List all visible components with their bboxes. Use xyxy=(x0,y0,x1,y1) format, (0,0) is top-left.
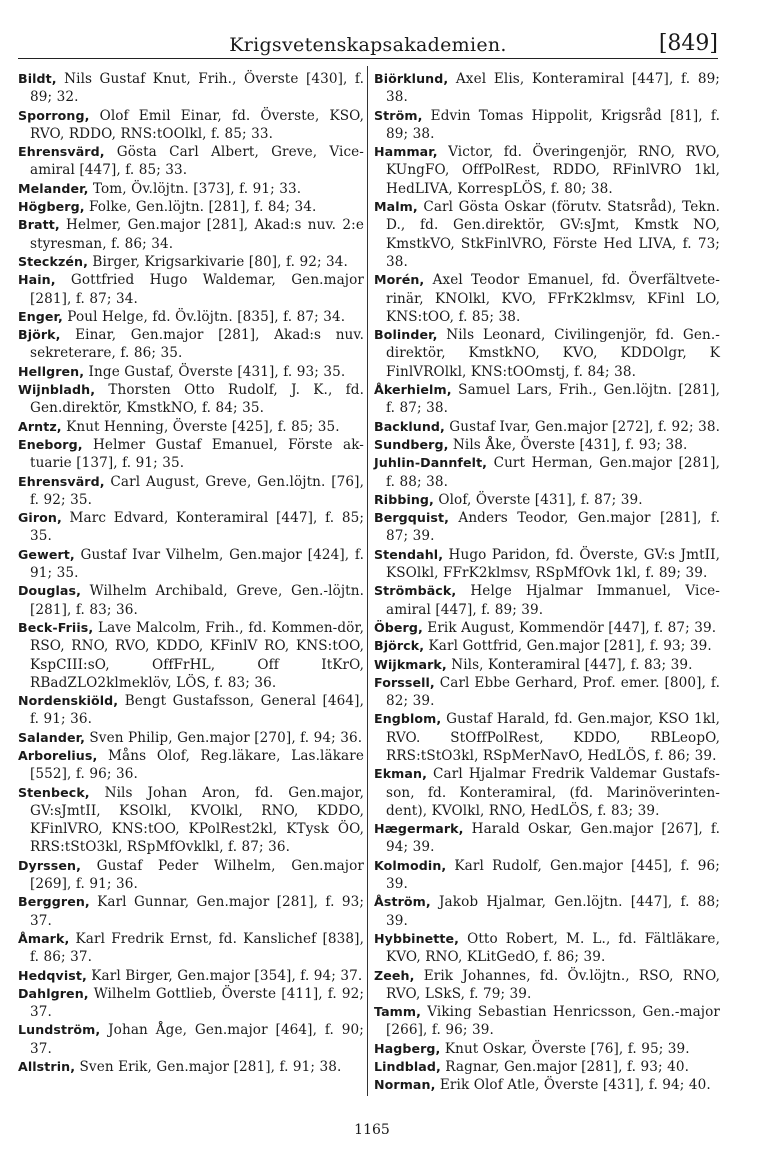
entry xyxy=(374,454,720,491)
entry xyxy=(18,1058,364,1076)
entry-name: Arntz, xyxy=(18,418,62,434)
entry-text: Erik August, Kommendör [447], f. 87; 39. xyxy=(422,619,717,636)
entry-text: Helge Hjalmar Immanuel, Vice-amiral [447], f. 89; 39. xyxy=(386,583,720,618)
entry xyxy=(18,509,364,546)
entry xyxy=(374,1040,720,1058)
entry xyxy=(18,436,364,473)
entry-name: Hedqvist, xyxy=(18,967,87,983)
entry-text: Poul Helge, fd. Öv.löjtn. [835], f. 87; 34. xyxy=(62,308,346,325)
entry xyxy=(374,198,720,271)
entry xyxy=(374,107,720,144)
entry xyxy=(18,271,364,308)
entry xyxy=(374,418,720,436)
entry-name: Sporrong, xyxy=(18,107,90,123)
entry-text: Karl Gottfrid, Gen.major [281], f. 93; 39. xyxy=(424,638,712,655)
entry-text: Wilhelm Archibald, Greve, Gen.-löjtn. [281], f. 83; 36. xyxy=(30,583,364,618)
entry xyxy=(18,216,364,253)
entry-name: Wijkmark, xyxy=(374,656,447,672)
entry-name: Hagberg, xyxy=(374,1040,441,1056)
entry-name: Gewert, xyxy=(18,546,75,562)
entry-text: Wilhelm Gottlieb, Överste [411], f. 92; 37. xyxy=(30,985,364,1021)
entry-text: Carl August, Greve, Gen.löjtn. [76], f. 92; 35. xyxy=(30,473,364,508)
entry-text: Knut Oskar, Överste [76], f. 95; 39. xyxy=(440,1040,690,1057)
entry xyxy=(18,198,364,216)
entry-text: Otto Robert, M. L., fd. Fältläkare, KVO, RNO, KLitGedO, f. 86; 39. xyxy=(386,930,720,966)
entry-name: Nordenskiöld, xyxy=(18,693,119,709)
entry xyxy=(374,143,720,198)
entry-text: Gustaf Ivar, Gen.major [272], f. 92; 38. xyxy=(444,418,721,435)
footer-page-number: 1165 xyxy=(354,1122,390,1138)
entry xyxy=(374,619,720,637)
entry-name: Öberg, xyxy=(374,619,423,635)
entry-name: Hægermark, xyxy=(374,821,464,837)
entry-text: Jakob Hjalmar, Gen.löjtn. [447], f. 88; 39. xyxy=(386,894,720,929)
entry-name: Kolmodin, xyxy=(374,857,447,873)
entry-name: Salander, xyxy=(18,729,85,745)
entry-name: Giron, xyxy=(18,510,62,526)
entry-name: Sundberg, xyxy=(374,436,449,452)
entry-text: Axel Elis, Konteramiral [447], f. 89; 38. xyxy=(386,71,720,106)
entry xyxy=(374,656,720,674)
right-column xyxy=(374,70,720,1095)
entry-text: Karl Birger, Gen.major [354], f. 94; 37. xyxy=(86,967,363,984)
entry-text: Inge Gustaf, Överste [431], f. 93; 35. xyxy=(84,363,346,380)
entry-name: Engblom, xyxy=(374,711,442,727)
entry-name: Hammar, xyxy=(374,144,438,160)
entry-text: Nils Åke, Överste [431], f. 93; 38. xyxy=(448,436,688,453)
entry xyxy=(374,70,720,107)
entry-text: Gottfried Hugo Waldemar, Gen.major [281], f. 87; 34. xyxy=(30,272,364,307)
entry-name: Hain, xyxy=(18,272,56,288)
entry xyxy=(374,893,720,930)
entry xyxy=(374,857,720,894)
entry-name: Enger, xyxy=(18,308,63,324)
entry-text: Harald Oskar, Gen.major [267], f. 94; 39. xyxy=(386,821,720,856)
entry xyxy=(374,637,720,655)
entry-name: Juhlin-Dannfelt, xyxy=(374,455,488,471)
entry xyxy=(374,1076,720,1094)
entry-text: Sven Erik, Gen.major [281], f. 91; 38. xyxy=(75,1059,342,1076)
entry-text: Knut Henning, Överste [425], f. 85; 35. xyxy=(61,418,340,435)
entry-text: Erik Johannes, fd. Öv.löjtn., RSO, RNO, RVO, LSkS, f. 79; 39. xyxy=(386,967,720,1002)
entry-text: Ragnar, Gen.major [281], f. 93; 40. xyxy=(440,1059,690,1076)
entry-name: Allstrin, xyxy=(18,1059,76,1075)
entry-name: Steckzén, xyxy=(18,253,88,269)
entry xyxy=(18,546,364,583)
entry-name: Ström, xyxy=(374,107,423,123)
entry-name: Arborelius, xyxy=(18,747,98,763)
entry xyxy=(18,326,364,363)
entry-name: Forssell, xyxy=(374,674,435,690)
entry-name: Högberg, xyxy=(18,199,85,215)
entry xyxy=(374,326,720,381)
entry xyxy=(18,893,364,930)
page-title: Krigsvetenskapsakademien. xyxy=(229,34,507,56)
entry xyxy=(374,509,720,546)
entry-text: Bengt Gustafsson, General [464], f. 91; 36. xyxy=(30,693,364,728)
entry-name: Eneborg, xyxy=(18,436,83,452)
entry-name: Ehrensvärd, xyxy=(18,144,105,160)
entry-text: Karl Gunnar, Gen.major [281], f. 93; 37. xyxy=(30,894,364,929)
entry-name: Wijnbladh, xyxy=(18,382,96,398)
entry-text: Helmer Gustaf Emanuel, Förste ak-tuarie [137], f. 91; 35. xyxy=(30,436,364,472)
entry xyxy=(18,857,364,894)
entry-name: Åkerhielm, xyxy=(374,382,452,398)
entry-text: Hugo Paridon, fd. Överste, GV:s JmtII, KSOlkl, FFrK2klmsv, RSpMfOvk 1kl, f. 89; 39. xyxy=(386,546,720,582)
left-column xyxy=(18,70,364,1095)
entry xyxy=(18,253,364,271)
entry-name: Björk, xyxy=(18,327,61,343)
entry xyxy=(18,381,364,418)
entry-text: Måns Olof, Reg.läkare, Las.läkare [552], f. 96; 36. xyxy=(30,747,364,783)
entry xyxy=(18,619,364,692)
entry xyxy=(18,143,364,180)
entry-name: Malm, xyxy=(374,199,418,215)
entry-name: Ekman, xyxy=(374,766,427,782)
entry-name: Hybbinette, xyxy=(374,930,460,946)
entry-text: Karl Rudolf, Gen.major [445], f. 96; 39. xyxy=(386,857,720,893)
entry-text: Anders Teodor, Gen.major [281], f. 87; 39. xyxy=(386,510,720,545)
entry xyxy=(18,582,364,619)
entry-text: Tom, Öv.löjtn. [373], f. 91; 33. xyxy=(88,180,302,197)
entry-name: Åström, xyxy=(374,894,431,910)
entry-name: Zeeh, xyxy=(374,967,415,983)
entry xyxy=(374,582,720,619)
entry xyxy=(374,1058,720,1076)
entry-text: Olof, Överste [431], f. 87; 39. xyxy=(433,491,643,508)
entry-text: Erik Olof Atle, Överste [431], f. 94; 40. xyxy=(435,1077,711,1094)
entry-name: Ehrensvärd, xyxy=(18,473,105,489)
entry-text: Birger, Krigsarkivarie [80], f. 92; 34. xyxy=(88,253,348,270)
entry-name: Hellgren, xyxy=(18,363,85,379)
entry xyxy=(18,692,364,729)
entry-text: Folke, Gen.löjtn. [281], f. 84; 34. xyxy=(84,199,317,216)
entry-name: Bratt, xyxy=(18,217,60,233)
entry-text: Edvin Tomas Hippolit, Krigsråd [81], f. 89; 38. xyxy=(386,107,720,142)
entry-name: Bolinder, xyxy=(374,327,438,343)
entry-text: Samuel Lars, Frih., Gen.löjtn. [281], f. 87; 38. xyxy=(386,382,720,417)
entry xyxy=(374,765,720,820)
entry-text: Nils Leonard, Civilingenjör, fd. Gen.-direktör, KmstkNO, KVO, KDDOlgr, K FinlVROlkl, KNS:tOOmstj, f. 84; 38. xyxy=(386,327,720,380)
page-header xyxy=(18,28,718,59)
entry-text: Nils Johan Aron, fd. Gen.major, GV:sJmtII, KSOlkl, KVOlkl, RNO, KDDO, KFinlVRO, KNS:tOO, KPolRest2kl, KTysk ÖO, RRS:tStO3kl, RSpMfOvklkl, f. 87; 36. xyxy=(30,784,364,856)
page-number-bracketed: [849] xyxy=(658,31,718,56)
entry-text: Helmer, Gen.major [281], Akad:s nuv. 2:e styresman, f. 86; 34. xyxy=(30,217,364,252)
entry xyxy=(374,710,720,765)
entry-name: Bergquist, xyxy=(374,510,449,526)
entry-text: Sven Philip, Gen.major [270], f. 94; 36. xyxy=(84,729,363,746)
entry xyxy=(18,473,364,510)
entry xyxy=(374,546,720,583)
entry xyxy=(374,967,720,1004)
entry-text: Carl Ebbe Gerhard, Prof. emer. [800], f. 82; 39. xyxy=(386,674,720,710)
entry-name: Bildt, xyxy=(18,71,57,86)
entry xyxy=(374,930,720,967)
entry xyxy=(374,674,720,711)
entry xyxy=(374,271,720,326)
columns xyxy=(18,70,720,1095)
entry-name: Dyrssen, xyxy=(18,857,81,873)
entry xyxy=(374,820,720,857)
entry-name: Morén, xyxy=(374,272,425,288)
entry-text: Lave Malcolm, Frih., fd. Kommen-dör, RSO, RNO, RVO, KDDO, KFinlV RO, KNS:tOO, KspCIII:sO, OffFrHL, Off ItKrO, RBadZLO2klmeklöv, LÖS, f. 83; 36. xyxy=(30,619,364,691)
entry-text: Carl Gösta Oskar (förutv. Statsråd), Tekn. D., fd. Gen.direktör, GV:sJmt, Kmstk NO, KmstkVO, StkFinlVRO, Förste Hed LIVA, f. 73; 38. xyxy=(386,199,720,270)
entry-name: Lindblad, xyxy=(374,1059,441,1075)
entry-name: Strömbäck, xyxy=(374,583,457,599)
entry-text: Victor, fd. Överingenjör, RNO, RVO, KUngFO, OffPolRest, RDDO, RFinlVRO 1kl, HedLIVA, KorrespLÖS, f. 80; 38. xyxy=(386,144,720,197)
entry xyxy=(18,967,364,985)
entry-name: Biörklund, xyxy=(374,71,449,86)
entry-text: Einar, Gen.major [281], Akad:s nuv. sekreterare, f. 86; 35. xyxy=(30,327,364,362)
entry-text: Olof Emil Einar, fd. Överste, KSO, RVO, RDDO, RNS:tOOlkl, f. 85; 33. xyxy=(30,107,364,142)
entry-text: Gustaf Ivar Vilhelm, Gen.major [424], f. 91; 35. xyxy=(30,546,364,582)
entry-text: Gustaf Harald, fd. Gen.major, KSO 1kl, RVO. StOffPolRest, KDDO, RBLeopO, RRS:tStO3kl, RSpMerNavO, HedLÖS, f. 86; 39. xyxy=(386,711,720,764)
entry-text: Nils, Konteramiral [447], f. 83; 39. xyxy=(446,656,693,673)
entry-name: Åmark, xyxy=(18,930,70,946)
entry-name: Berggren, xyxy=(18,894,90,910)
entry xyxy=(18,930,364,967)
entry xyxy=(18,107,364,144)
entry xyxy=(18,70,364,107)
entry xyxy=(374,381,720,418)
entry xyxy=(18,729,364,747)
entry-text: Johan Åge, Gen.major [464], f. 90; 37. xyxy=(30,1022,364,1057)
entry xyxy=(374,1003,720,1040)
entry xyxy=(18,784,364,857)
entry-text: Gustaf Peder Wilhelm, Gen.major [269], f. 91; 36. xyxy=(30,857,364,893)
entry xyxy=(18,1021,364,1058)
entry-text: Viking Sebastian Henricsson, Gen.-major [266], f. 96; 39. xyxy=(386,1004,720,1039)
entry-name: Norman, xyxy=(374,1077,436,1093)
entry-text: Curt Herman, Gen.major [281], f. 88; 38. xyxy=(386,455,720,490)
entry-name: Björck, xyxy=(374,638,425,654)
entry xyxy=(18,747,364,784)
entry-text: Marc Edvard, Konteramiral [447], f. 85; 35. xyxy=(30,510,364,545)
entry-text: Gösta Carl Albert, Greve, Vice-amiral [447], f. 85; 33. xyxy=(30,144,364,179)
entry-text: Karl Fredrik Ernst, fd. Kanslichef [838], f. 86; 37. xyxy=(30,930,364,966)
entry-name: Dahlgren, xyxy=(18,985,89,1001)
entry-name: Douglas, xyxy=(18,583,81,599)
entry-text: Nils Gustaf Knut, Frih., Överste [430], f. 89; 32. xyxy=(30,71,364,106)
entry-text: Thorsten Otto Rudolf, J. K., fd. Gen.direktör, KmstkNO, f. 84; 35. xyxy=(30,382,364,417)
entry xyxy=(374,491,720,509)
entry xyxy=(374,436,720,454)
entry xyxy=(18,308,364,326)
entry-name: Backlund, xyxy=(374,418,445,434)
entry-text: Carl Hjalmar Fredrik Valdemar Gustafs-son, fd. Konteramiral, (fd. Marinöverinten-dent), KVOlkl, RNO, HedLÖS, f. 83; 39. xyxy=(386,766,720,819)
entry-name: Tamm, xyxy=(374,1004,421,1020)
entry xyxy=(18,363,364,381)
entry-name: Beck-Friis, xyxy=(18,619,94,635)
entry-name: Stenbeck, xyxy=(18,784,90,800)
entry xyxy=(18,180,364,198)
entry-name: Lundström, xyxy=(18,1022,101,1038)
entry xyxy=(18,985,364,1022)
entry-text: Axel Teodor Emanuel, fd. Överfältvete-rinär, KNOlkl, KVO, FFrK2klmsv, KFinl LO, KNS:tOO, f. 85; 38. xyxy=(386,272,720,325)
entry-name: Melander, xyxy=(18,180,89,196)
entry-name: Stendahl, xyxy=(374,546,444,562)
entry xyxy=(18,418,364,436)
entry-name: Ribbing, xyxy=(374,491,434,507)
